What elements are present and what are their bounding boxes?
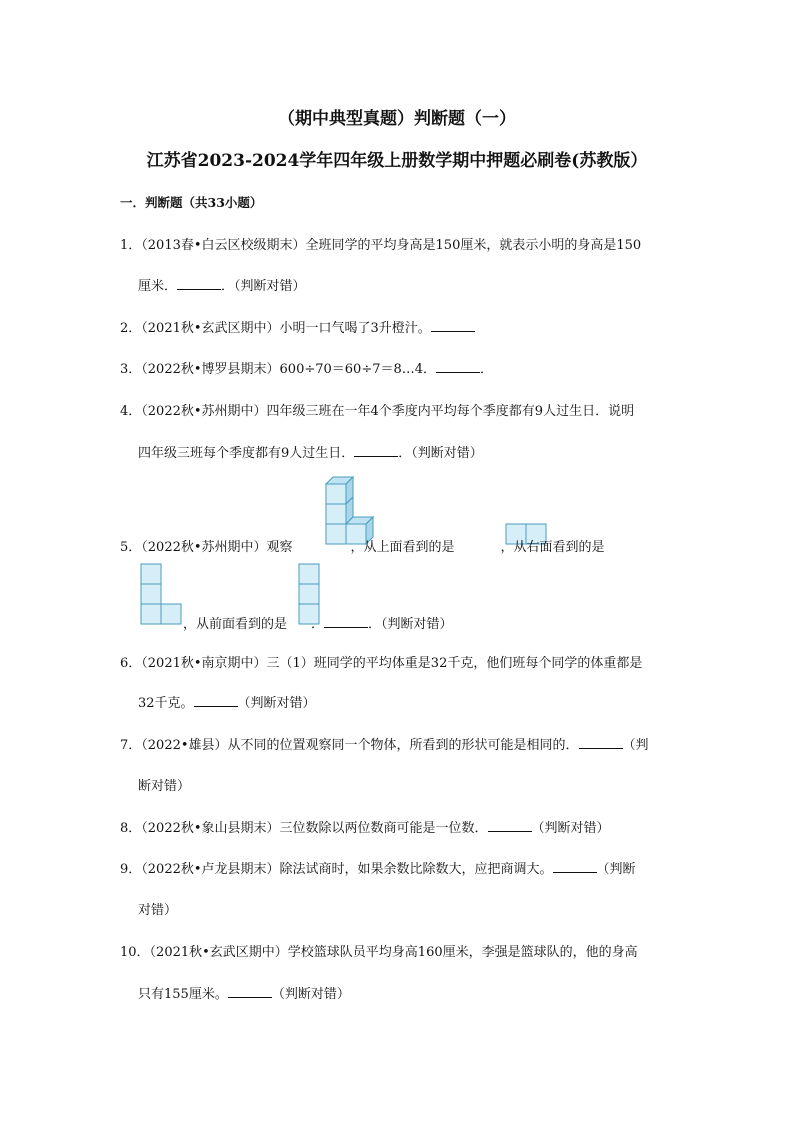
q1-suffix: ．（判断对错） [221,279,306,294]
question-1-line1: 1．（2013春•白云区校级期末）全班同学的平均身高是150厘米，就表示小明的身高是150 [120,238,642,253]
question-7-line2: 断对错） [138,779,191,794]
q7-suffix: （判 [622,738,649,753]
question-3 [120,358,493,377]
square [299,584,319,604]
square [299,564,319,584]
square [161,604,181,624]
q10-text: 只有155厘米。 [138,987,228,1002]
answer-blank[interactable] [228,986,272,998]
answer-blank[interactable] [194,695,238,707]
q9-suffix: （判断 [596,862,636,877]
question-10-line1: 10．（2021秋•玄武区期中）学校篮球队员平均身高160厘米，李强是篮球队的，他的身高 [120,945,638,960]
q8-text: 8．（2022秋•象山县期末）三位数除以两位数商可能是一位数． [120,821,488,836]
q6-text: 32千克。 [138,696,194,711]
q4-text: 四年级三班每个季度都有9人过生日． [138,446,355,461]
square [141,604,161,624]
q7-text: 7．（2022•雄县）从不同的位置观察同一个物体，所看到的形状可能是相同的． [120,738,579,753]
q9-text: 9．（2022秋•卢龙县期末）除法试商时，如果余数比除数大，应把商调大。 [120,862,553,877]
question-6-line1: 6．（2021秋•南京期中）三（1）班同学的平均体重是32千克，他们班每个同学的体重都是 [120,656,643,671]
answer-blank[interactable] [436,361,480,373]
q5-dot: ． [311,617,325,632]
q5-suffix: ．（判断对错） [368,617,453,632]
q3-suffix: ． [480,362,494,377]
page-subtitle: 江苏省2023-2024学年四年级上册数学期中押题必刷卷(苏教版） [146,151,648,171]
q6-suffix: （判断对错） [237,696,316,711]
answer-blank[interactable] [431,320,475,332]
q5-text: 5．（2022秋•苏州期中）观察 [120,540,293,555]
question-9-line2: 对错） [138,903,178,918]
q1-text: 厘米． [138,279,178,294]
square [141,584,161,604]
answer-blank[interactable] [579,737,623,749]
square [141,564,161,584]
q5-text-top: ，从上面看到的是 [350,540,455,555]
q2-text: 2．（2021秋•玄武区期中）小明一口气喝了3升橙汁。 [120,321,431,336]
question-1-line2 [138,275,306,294]
question-8 [120,817,610,836]
answer-blank[interactable] [177,278,221,290]
q8-suffix: （判断对错） [531,821,610,836]
q3-text: 3．（2022秋•博罗县期末）600÷70＝60÷7＝8…4． [120,362,437,377]
q5-text-front: ，从前面看到的是 [183,617,288,632]
q5-text-right: ，从右面看到的是 [500,540,605,555]
question-5-line1 [120,536,605,555]
question-5-line2 [183,613,453,632]
cube [326,477,353,504]
question-7-line1 [120,734,649,753]
answer-blank[interactable] [354,445,398,457]
question-4-line2 [138,442,483,461]
q10-suffix: （判断对错） [271,987,350,1002]
section-heading: 一．判断题（共33小题） [120,195,263,210]
question-2 [120,317,475,336]
answer-blank[interactable] [488,820,532,832]
page-title: （期中典型真题）判断题（一） [278,109,516,129]
question-10-line2 [138,983,350,1002]
question-4-line1: 4．（2022秋•苏州期中）四年级三班在一年4个季度内平均每个季度都有9人过生日．说明 [120,404,635,419]
question-6-line2 [138,692,316,711]
right-view-figure [140,563,182,625]
q4-suffix: ．（判断对错） [398,446,483,461]
answer-blank[interactable] [324,616,368,628]
question-9-line1 [120,858,636,877]
answer-blank[interactable] [553,861,597,873]
